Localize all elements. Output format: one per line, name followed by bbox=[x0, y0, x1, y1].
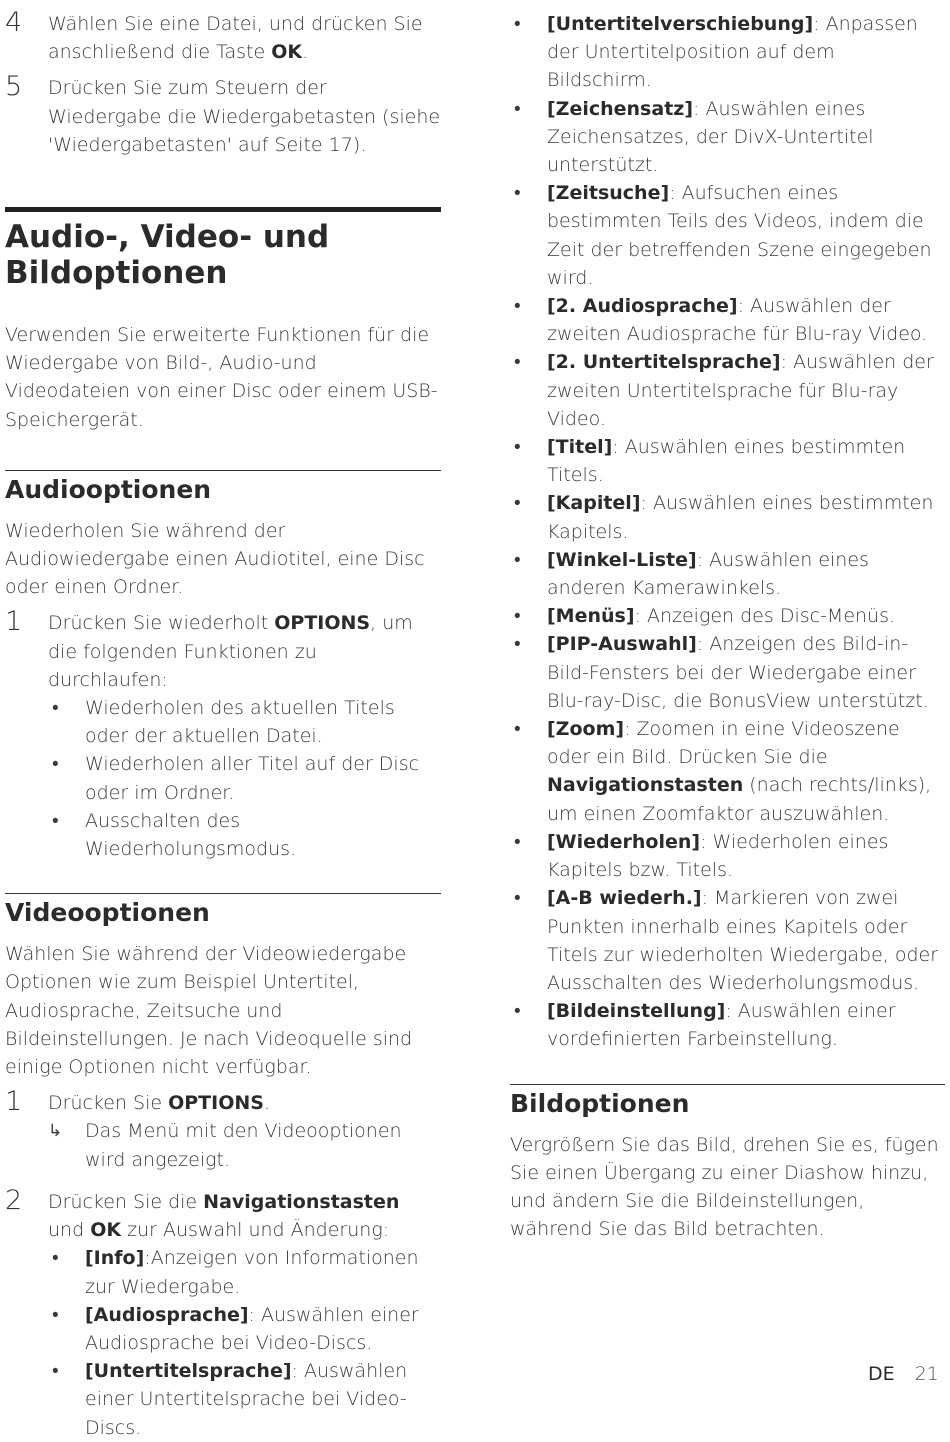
bullet-icon: • bbox=[514, 887, 521, 910]
bullet-icon: • bbox=[514, 718, 521, 741]
bullet-icon: • bbox=[52, 1360, 59, 1383]
audio-step-1: 1 Drücken Sie wiederholt OPTIONS, um die folgenden Funktionen zu durchlaufen: bbox=[5, 606, 413, 691]
bullet-icon: • bbox=[52, 697, 59, 720]
section-intro: Verwenden Sie erweiterte Funktionen für die Wiedergabe von Bild-, Audio-und Videodateien von einer Disc oder einem USB-Speichergerät. bbox=[5, 324, 438, 431]
audio-options-heading: Audiooptionen bbox=[5, 470, 441, 505]
video-bullet-list-continued bbox=[510, 10, 945, 1054]
bullet-icon: • bbox=[514, 182, 521, 205]
list-item: • [Bildeinstellung]: Auswählen einer vordefinierten Farbeinstellung. bbox=[510, 997, 945, 1053]
arrow-icon: ↳ bbox=[48, 1121, 63, 1142]
list-item: • [Zoom]: Zoomen in eine Videoszene oder ein Bild. Drücken Sie die Navigationstasten (nach rechts/links), um einen Zoomfaktor auszuwählen. bbox=[510, 715, 945, 828]
list-item: • [2. Audiosprache]: Auswählen der zweiten Audiosprache für Blu-ray Video. bbox=[510, 292, 945, 348]
list-item: • [Zeitsuche]: Aufsuchen eines bestimmten Teils des Videos, indem die Zeit der betreffenden Szene eingegeben wird. bbox=[510, 179, 945, 292]
step-number: 2 bbox=[5, 1184, 23, 1216]
audio-bullet-list bbox=[5, 694, 441, 863]
bullet-icon: • bbox=[52, 809, 59, 832]
video-bullet-list bbox=[5, 1244, 441, 1441]
list-item: • [Titel]: Auswählen eines bestimmten Titels. bbox=[510, 433, 945, 489]
bullet-icon: • bbox=[52, 1247, 59, 1270]
audio-intro: Wiederholen Sie während der Audiowiedergabe einen Audiotitel, eine Disc oder einen Ordner. bbox=[5, 519, 425, 599]
bullet-icon: • bbox=[514, 295, 521, 318]
list-item: • Ausschalten des Wiederholungsmodus. bbox=[48, 807, 441, 863]
bullet-icon: • bbox=[514, 436, 521, 459]
bullet-icon: • bbox=[514, 97, 521, 120]
bullet-icon: • bbox=[514, 492, 521, 515]
list-item: • [Winkel-Liste]: Auswählen eines anderen Kamerawinkels. bbox=[510, 546, 945, 602]
left-column bbox=[5, 0, 441, 1442]
bullet-icon: • bbox=[514, 13, 521, 35]
section-title: Audio-, Video- und Bildoptionen bbox=[5, 207, 441, 291]
list-item: • [Menüs]: Anzeigen des Disc-Menüs. bbox=[510, 602, 945, 630]
step-number: 1 bbox=[5, 606, 23, 638]
list-item: • [Untertitelsprache]: Auswählen einer Untertitelsprache bei Video-Discs. bbox=[48, 1357, 441, 1442]
bullet-icon: • bbox=[514, 830, 521, 853]
video-step-2: 2 Drücken Sie die Navigationstasten und OK zur Auswahl und Änderung: bbox=[5, 1184, 400, 1242]
bullet-icon: • bbox=[514, 351, 521, 374]
list-item: • [Zeichensatz]: Auswählen eines Zeichensatzes, der DivX-Untertitel unterstützt. bbox=[510, 95, 945, 180]
list-item: • [Wiederholen]: Wiederholen eines Kapitels bzw. Titels. bbox=[510, 828, 945, 884]
step-5: 5 Drücken Sie zum Steuern der Wiedergabe die Wiedergabetasten (siehe 'Wiedergabetasten' auf Seite 17). bbox=[5, 71, 441, 156]
bullet-icon: • bbox=[514, 548, 521, 571]
step-4: 4 Wählen Sie eine Datei, und drücken Sie anschließend die Taste OK. bbox=[5, 7, 423, 64]
step-result: ↳ Das Menü mit den Videooptionen wird angezeigt. bbox=[48, 1117, 441, 1173]
step-number: 4 bbox=[5, 7, 23, 38]
page-number: 21 bbox=[914, 1363, 939, 1385]
video-options-heading: Videooptionen bbox=[5, 893, 441, 928]
bullet-icon: • bbox=[514, 1000, 521, 1023]
list-item: • [PIP-Auswahl]: Anzeigen des Bild-in-Bild-Fensters bei der Wiedergabe einer Blu-ray-Disc, die BonusView unterstützt. bbox=[510, 630, 945, 715]
bullet-icon: • bbox=[514, 633, 521, 656]
image-options-intro: Vergrößern Sie das Bild, drehen Sie es, fügen Sie einen Übergang zu einer Diashow hinzu, und ändern Sie die Bildeinstellungen, während Sie das Bild betrachten. bbox=[510, 1133, 939, 1241]
list-item: • [Untertitelverschiebung]: Anpassen der Untertitelposition auf dem Bildschirm. bbox=[510, 10, 945, 95]
step-number: 5 bbox=[5, 71, 23, 103]
list-item: • [Kapitel]: Auswählen eines bestimmten Kapitels. bbox=[510, 489, 945, 545]
video-step-1: 1 Drücken Sie OPTIONS. bbox=[5, 1086, 271, 1118]
image-options-heading: Bildoptionen bbox=[510, 1084, 945, 1119]
language-code: DE bbox=[868, 1363, 895, 1385]
list-item: • [A-B wiederh.]: Markieren von zwei Punkten innerhalb eines Kapitels oder Titels zur wiederholten Wiedergabe, oder Ausschalten des Wiederholungsmodus. bbox=[510, 884, 945, 997]
bullet-icon: • bbox=[514, 605, 521, 628]
bullet-icon: • bbox=[52, 1303, 59, 1326]
bullet-icon: • bbox=[52, 753, 59, 776]
step-number: 1 bbox=[5, 1086, 23, 1118]
right-column bbox=[510, 0, 945, 1243]
list-item: • [Info]:Anzeigen von Informationen zur Wiedergabe. bbox=[48, 1244, 441, 1300]
video-intro: Wählen Sie während der Videowiedergabe Optionen wie zum Beispiel Untertitel, Audiosprache, Zeitsuche und Bildeinstellungen. Je nach Videoquelle sind einige Optionen nicht verfügbar. bbox=[5, 943, 413, 1079]
list-item: • [Audiosprache]: Auswählen einer Audiosprache bei Video-Discs. bbox=[48, 1301, 441, 1357]
list-item: • [2. Untertitelsprache]: Auswählen der zweiten Untertitelsprache für Blu-ray Video. bbox=[510, 348, 945, 433]
page-footer bbox=[868, 1363, 939, 1385]
list-item: • Wiederholen aller Titel auf der Disc oder im Ordner. bbox=[48, 750, 441, 806]
list-item: • Wiederholen des aktuellen Titels oder der aktuellen Datei. bbox=[48, 694, 441, 750]
